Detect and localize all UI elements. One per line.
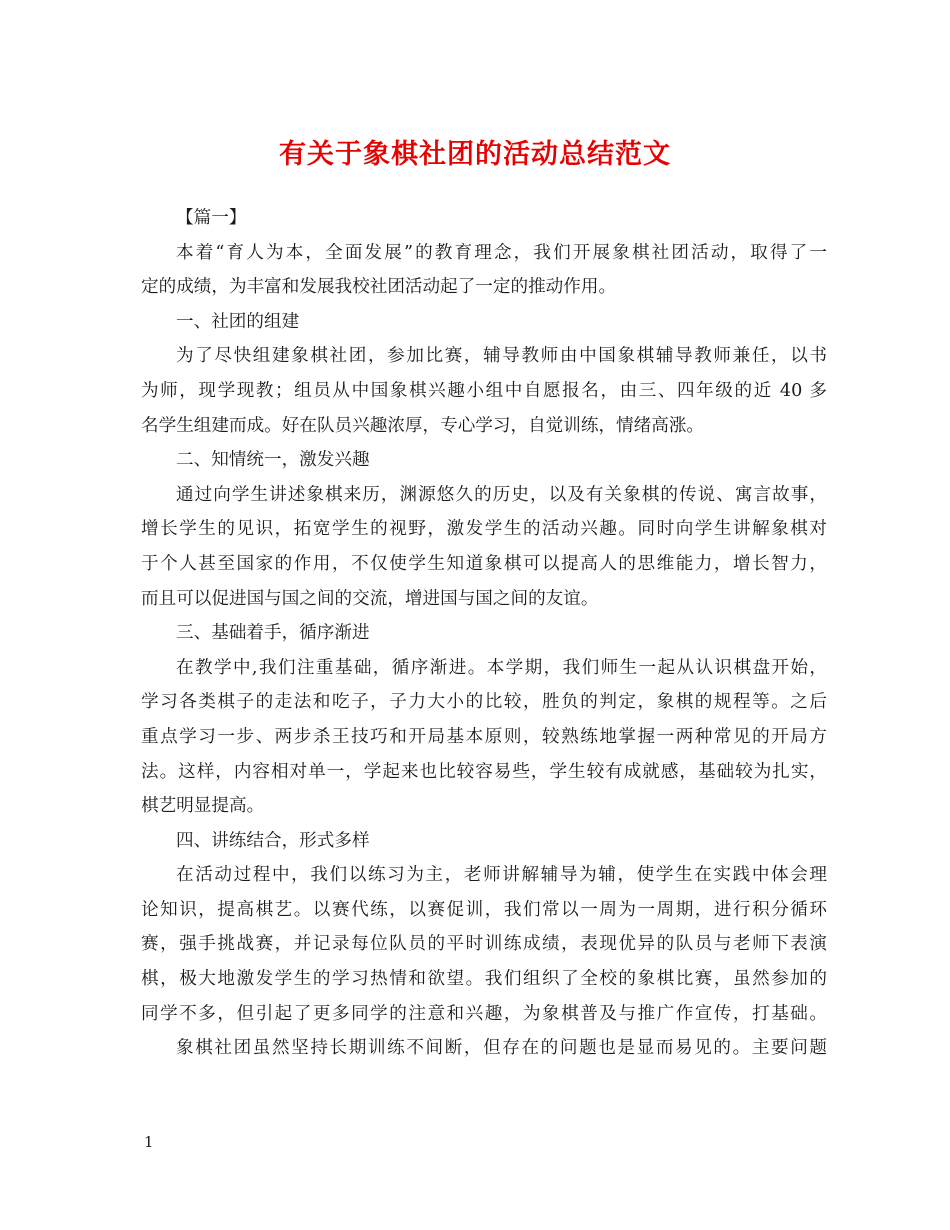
text-line: 赛，强手挑战赛，并记录每位队员的平时训练成绩，表现优异的队员与老师下表演 — [141, 934, 827, 955]
text-line: 而且可以促进国与国之间的交流，增进国与国之间的友谊。 — [141, 588, 599, 609]
text-line: 象棋社团虽然坚持长期训练不间断，但存在的问题也是显而易见的。主要问题 — [176, 1038, 827, 1059]
text-line: 棋艺明显提高。 — [141, 796, 265, 817]
page-number: 1 — [144, 1133, 154, 1151]
text-line: 重点学习一步、两步杀王技巧和开局基本原则，较熟练地掌握一两种常见的开局方 — [141, 726, 827, 747]
text-line: 本着“育人为本，全面发展”的教育理念，我们开展象棋社团活动，取得了一 — [176, 242, 827, 263]
heading-line: 一、社团的组建 — [176, 311, 300, 332]
heading-line: 四、讲练结合，形式多样 — [176, 830, 370, 851]
section-label: 【篇一】 — [176, 208, 247, 228]
text-line: 为师，现学现教；组员从中国象棋兴趣小组中自愿报名，由三、四年级的近 40 多 — [141, 380, 827, 401]
text-line: 为了尽快组建象棋社团，参加比赛，辅导教师由中国象棋辅导教师兼任，以书 — [176, 346, 827, 367]
heading-line: 二、知情统一，激发兴趣 — [176, 450, 370, 471]
text-line: 同学不多，但引起了更多同学的注意和兴趣，为象棋普及与推广作宣传，打基础。 — [141, 1003, 827, 1024]
text-line: 在教学中,我们注重基础，循序渐进。本学期，我们师生一起从认识棋盘开始， — [176, 657, 827, 678]
document-body — [141, 201, 827, 1066]
document-title: 有关于象棋社团的活动总结范文 — [279, 139, 671, 170]
text-line: 法。这样，内容相对单一，学起来也比较容易些，学生较有成就感，基础较为扎实， — [141, 761, 827, 782]
text-line: 定的成绩，为丰富和发展我校社团活动起了一定的推动作用。 — [141, 277, 617, 298]
text-line: 增长学生的见识，拓宽学生的视野，激发学生的活动兴趣。同时向学生讲解象棋对 — [141, 519, 827, 540]
text-line: 名学生组建而成。好在队员兴趣浓厚，专心学习，自觉训练，情绪高涨。 — [141, 415, 705, 436]
text-line: 论知识，提高棋艺。以赛代练，以赛促训，我们常以一周为一周期，进行积分循环 — [141, 899, 827, 920]
heading-line: 三、基础着手，循序渐进 — [176, 623, 370, 644]
text-line: 学习各类棋子的走法和吃子，子力大小的比较，胜负的判定，象棋的规程等。之后 — [141, 692, 827, 713]
text-line: 棋，极大地激发学生的学习热情和欲望。我们组织了全校的象棋比赛，虽然参加的 — [141, 969, 827, 990]
text-line: 在活动过程中，我们以练习为主，老师讲解辅导为辅，使学生在实践中体会理 — [176, 865, 827, 886]
text-line: 于个人甚至国家的作用，不仅使学生知道象棋可以提高人的思维能力，增长智力， — [141, 553, 827, 574]
text-line: 通过向学生讲述象棋来历，渊源悠久的历史，以及有关象棋的传说、寓言故事， — [176, 484, 827, 505]
